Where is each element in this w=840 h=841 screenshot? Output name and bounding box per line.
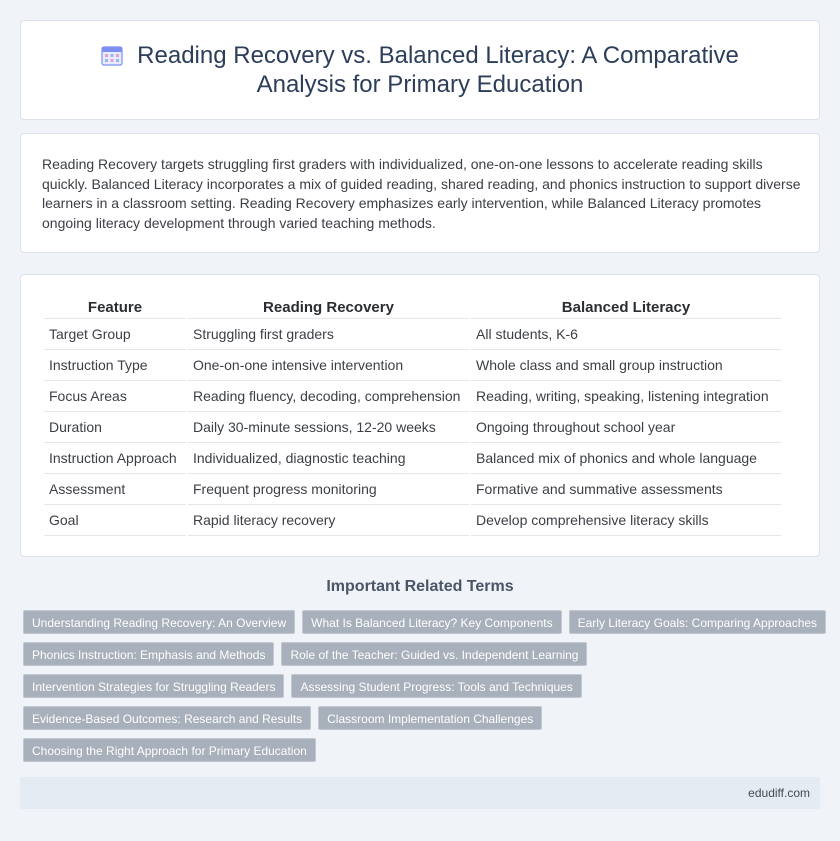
- table-row: [44, 443, 781, 474]
- footer-site-name: edudiff.com: [748, 786, 810, 800]
- table-cell: Goal: [44, 505, 186, 536]
- header-card: [20, 20, 820, 120]
- table-cell: Daily 30-minute sessions, 12-20 weeks: [188, 412, 469, 443]
- table-row: [44, 381, 781, 412]
- table-cell: Target Group: [44, 319, 186, 350]
- related-terms-list: [23, 610, 823, 770]
- table-row: [44, 412, 781, 443]
- table-cell: Duration: [44, 412, 186, 443]
- calendar-icon: [101, 44, 123, 66]
- table-row: [44, 350, 781, 381]
- table-cell: Instruction Approach: [44, 443, 186, 474]
- table-row: [44, 474, 781, 505]
- column-header-reading-recovery: Reading Recovery: [188, 297, 469, 319]
- related-term-link[interactable]: What Is Balanced Literacy? Key Components: [302, 610, 561, 634]
- related-term-link[interactable]: Understanding Reading Recovery: An Overview: [23, 610, 295, 634]
- page-title: [60, 41, 780, 99]
- intro-paragraph: Reading Recovery targets struggling first graders with individualized, one-on-one lessons to accelerate reading skills quickly. Balanced Literacy incorporates a mix of guided reading, shared reading, and phonics instruction to support diverse learners in a classroom setting. Reading Recovery emphasizes early intervention, while Balanced Literacy promotes ongoing literacy development through varied teaching methods.: [42, 156, 801, 231]
- table-cell: Formative and summative assessments: [471, 474, 781, 505]
- table-cell: Develop comprehensive literacy skills: [471, 505, 781, 536]
- table-cell: Instruction Type: [44, 350, 186, 381]
- table-cell: Frequent progress monitoring: [188, 474, 469, 505]
- related-term-link[interactable]: Early Literacy Goals: Comparing Approaches: [569, 610, 826, 634]
- related-terms-heading: Important Related Terms: [326, 578, 514, 595]
- related-term-link[interactable]: Classroom Implementation Challenges: [318, 706, 542, 730]
- related-term-link[interactable]: Assessing Student Progress: Tools and Techniques: [291, 674, 581, 698]
- footer: [20, 777, 820, 809]
- table-cell: All students, K-6: [471, 319, 781, 350]
- table-header-row: [44, 297, 781, 319]
- related-term-link[interactable]: Evidence-Based Outcomes: Research and Results: [23, 706, 311, 730]
- column-header-feature: Feature: [44, 297, 186, 319]
- related-term-link[interactable]: Role of the Teacher: Guided vs. Independent Learning: [281, 642, 587, 666]
- table-cell: Reading fluency, decoding, comprehension: [188, 381, 469, 412]
- table-cell: Struggling first graders: [188, 319, 469, 350]
- table-cell: Reading, writing, speaking, listening integration: [471, 381, 781, 412]
- table-row: [44, 319, 781, 350]
- page-title-text: Reading Recovery vs. Balanced Literacy: A Comparative Analysis for Primary Education: [137, 42, 739, 98]
- table-row: [44, 505, 781, 536]
- intro-card: [20, 133, 820, 253]
- column-header-balanced-literacy: Balanced Literacy: [471, 297, 781, 319]
- table-cell: Whole class and small group instruction: [471, 350, 781, 381]
- comparison-table: [42, 297, 783, 536]
- comparison-table-card: [20, 274, 820, 557]
- table-cell: Rapid literacy recovery: [188, 505, 469, 536]
- table-cell: One-on-one intensive intervention: [188, 350, 469, 381]
- table-cell: Assessment: [44, 474, 186, 505]
- table-cell: Ongoing throughout school year: [471, 412, 781, 443]
- table-cell: Individualized, diagnostic teaching: [188, 443, 469, 474]
- related-term-link[interactable]: Choosing the Right Approach for Primary Education: [23, 738, 316, 762]
- related-term-link[interactable]: Phonics Instruction: Emphasis and Methods: [23, 642, 274, 666]
- table-cell: Focus Areas: [44, 381, 186, 412]
- related-term-link[interactable]: Intervention Strategies for Struggling Readers: [23, 674, 284, 698]
- table-cell: Balanced mix of phonics and whole language: [471, 443, 781, 474]
